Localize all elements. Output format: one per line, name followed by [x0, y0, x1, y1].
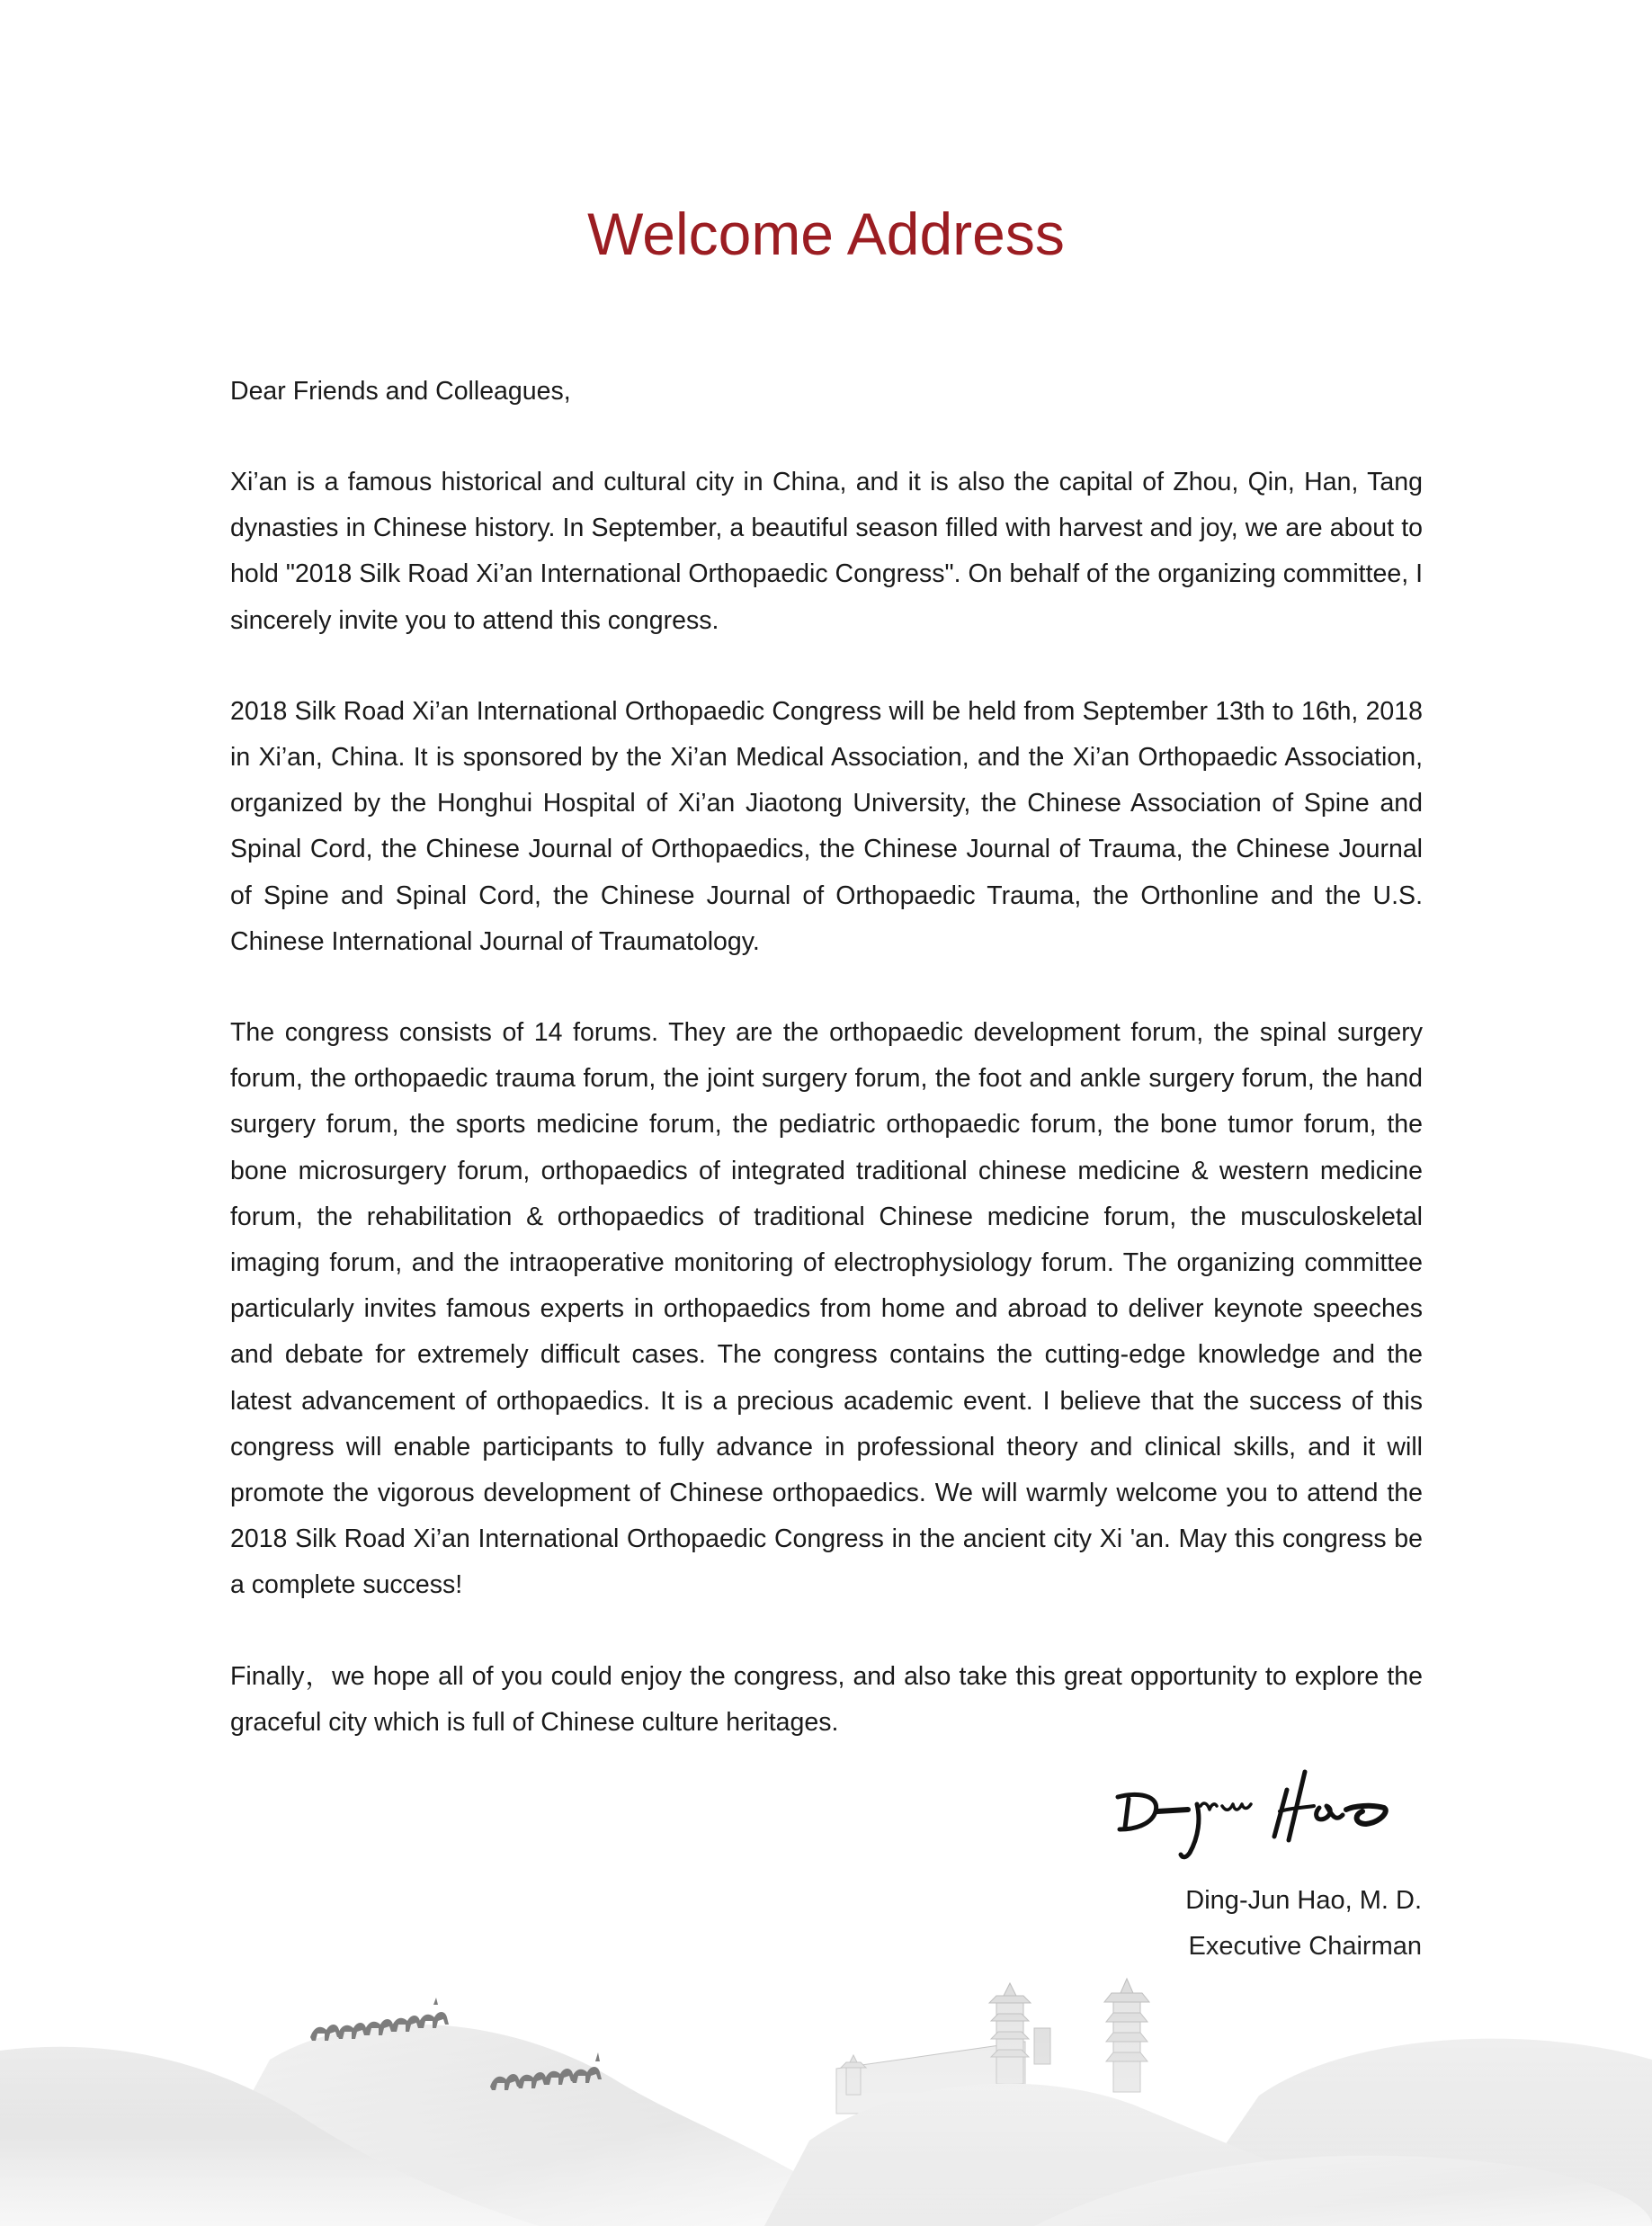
page-title: Welcome Address	[587, 201, 1065, 267]
signature-icon	[1111, 1765, 1434, 1864]
paragraph-congress-details: 2018 Silk Road Xi’an International Orthopaedic Congress will be held from September 13th to 16th, 2018 in Xi’an, China. It is sponsored by the Xi’an Medical Association, and the Xi’an Orthopaedic Association, organized by the Honghui Hospital of Xi’an Jiaotong University, the Chinese Association of Spine and Spinal Cord, the Chinese Journal of Orthopaedics, the Chinese Journal of Trauma, the Chinese Journal of Spine and Spinal Cord, the Chinese Journal of Orthopaedic Trauma, the Orthonline and the U.S. Chinese International Journal of Traumatology.	[230, 696, 1423, 956]
paragraph-closing: Finally，we hope all of you could enjoy the congress, and also take this great opportunity to explore the graceful city which is full of Chinese culture heritages.	[230, 1661, 1423, 1737]
desert-landscape-illustration	[0, 1934, 1652, 2226]
paragraph-intro: Xi’an is a famous historical and cultural city in China, and it is also the capital of Zhou, Qin, Han, Tang dynasties in Chinese history. In September, a beautiful season filled with harvest and joy, we are about to hold "2018 Silk Road Xi’an International Orthopaedic Congress". On behalf of the organizing committee, I sincerely invite you to attend this congress.	[230, 468, 1423, 635]
signatory-name: Ding-Jun Hao, M. D.	[1185, 1886, 1422, 1915]
letter-body	[230, 369, 1423, 1746]
salutation: Dear Friends and Colleagues,	[230, 377, 571, 406]
paragraph-forums: The congress consists of 14 forums. They are the orthopaedic development forum, the spinal surgery forum, the orthopaedic trauma forum, the joint surgery forum, the foot and ankle surgery forum, the hand surgery forum, the sports medicine forum, the pediatric orthopaedic forum, the bone tumor forum, the bone microsurgery forum, orthopaedics of integrated traditional chinese medicine & western medicine forum, the rehabilitation & orthopaedics of traditional Chinese medicine forum, the musculoskeletal imaging forum, and the intraoperative monitoring of electrophysiology forum. The organizing committee particularly invites famous experts in orthopaedics from home and abroad to deliver keynote speeches and debate for extremely difficult cases. The congress contains the cutting-edge knowledge and the latest advancement of orthopaedics. It is a precious academic event. I believe that the success of this congress will enable participants to fully advance in professional theory and clinical skills, and it will promote the vigorous development of Chinese orthopaedics. We will warmly welcome you to attend the 2018 Silk Road Xi’an International Orthopaedic Congress in the ancient city Xi 'an. May this congress be a complete success!	[230, 1018, 1423, 1600]
